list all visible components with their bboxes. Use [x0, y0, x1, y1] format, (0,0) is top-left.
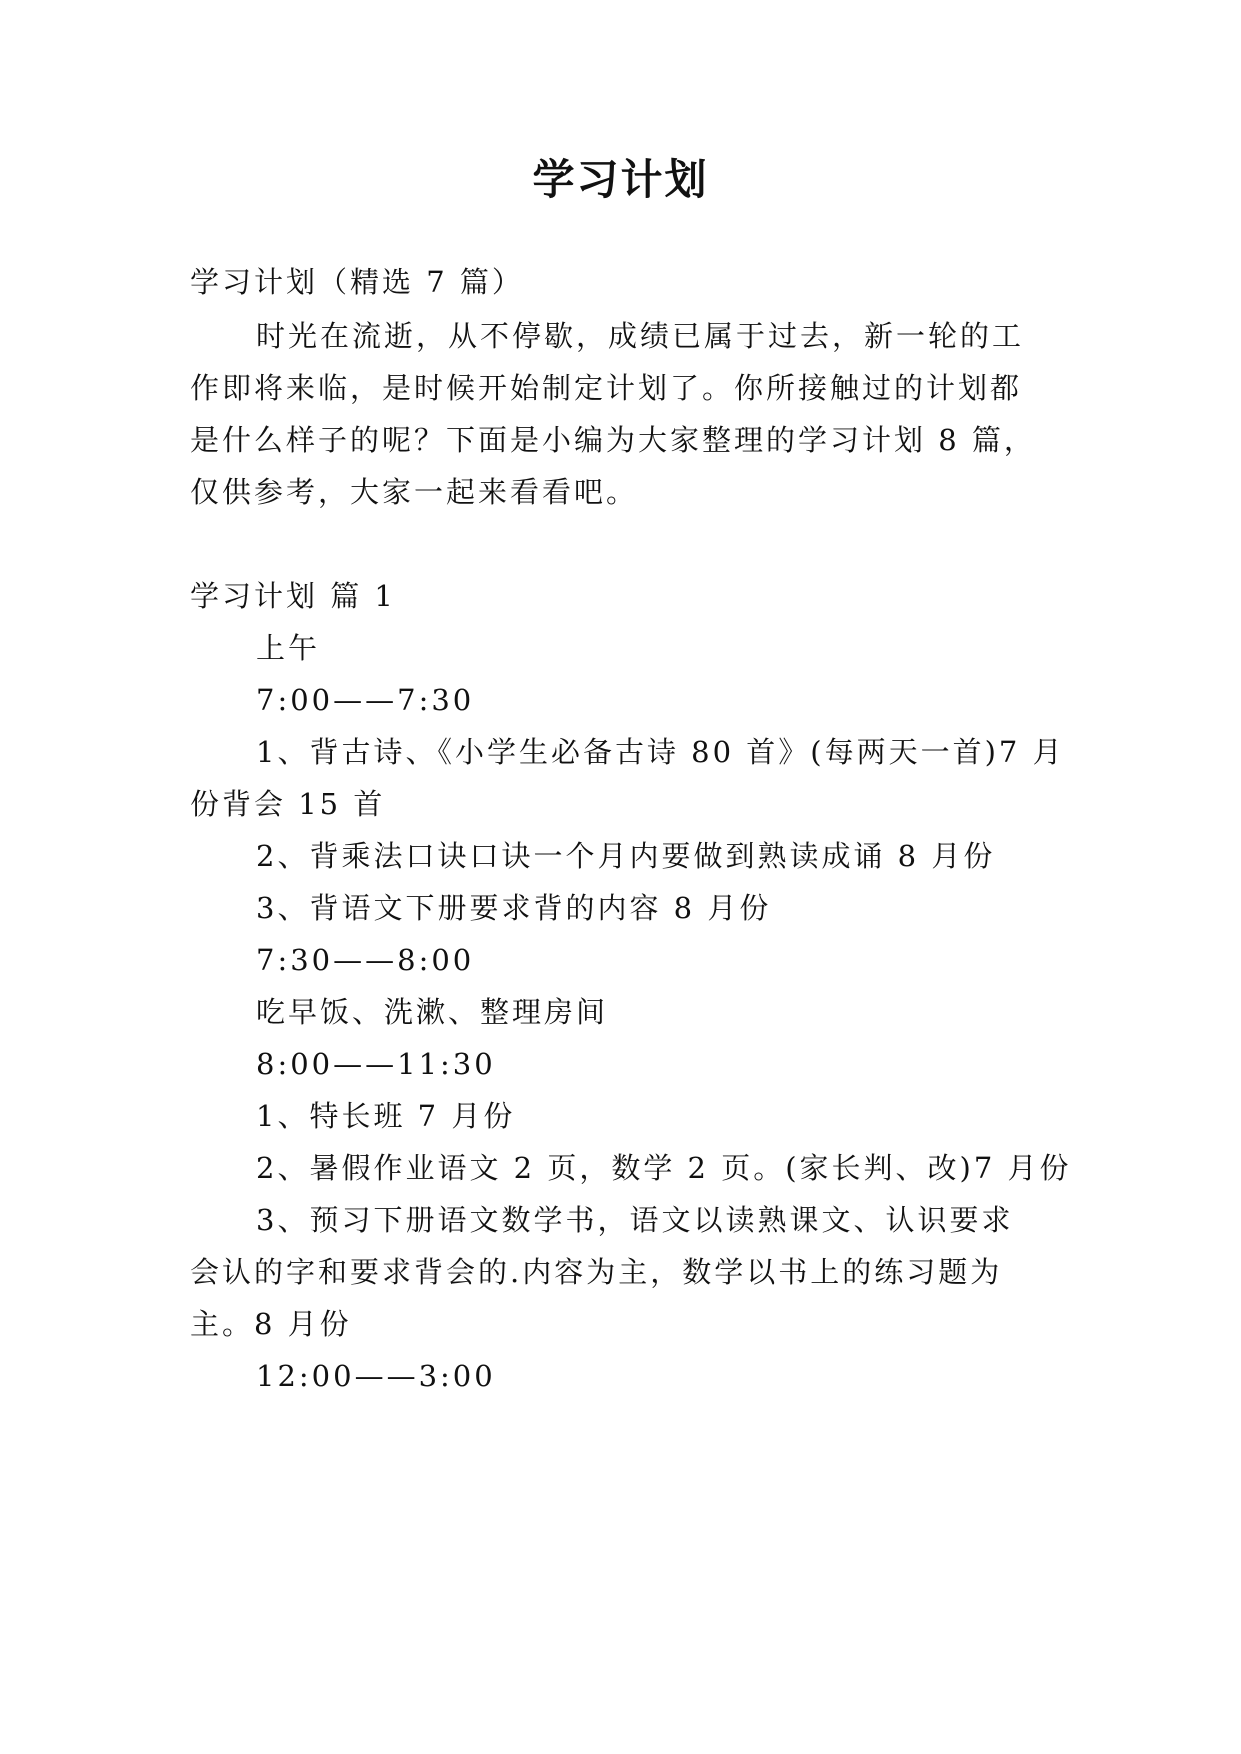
body-line: 2、暑假作业语文 2 页，数学 2 页。(家长判、改)7 月份 — [256, 1151, 1072, 1185]
body-line: 会认的字和要求背会的.内容为主，数学以书上的练习题为 — [190, 1255, 1003, 1289]
body-line: 3、背语文下册要求背的内容 8 月份 — [256, 891, 772, 925]
document-subtitle: 学习计划（精选 7 篇） — [190, 265, 524, 299]
body-line: 3、预习下册语文数学书，语文以读熟课文、认识要求 — [256, 1203, 1014, 1237]
body-line: 7:00——7:30 — [256, 683, 475, 717]
body-line: 2、背乘法口诀口诀一个月内要做到熟读成诵 8 月份 — [256, 839, 996, 873]
intro-line: 是什么样子的呢？下面是小编为大家整理的学习计划 8 篇， — [190, 423, 1036, 457]
section-heading: 学习计划 篇 1 — [190, 579, 396, 613]
body-line: 8:00——11:30 — [256, 1047, 496, 1081]
document-title: 学习计划 — [532, 155, 709, 204]
body-line: 7:30——8:00 — [256, 943, 475, 977]
body-line: 上午 — [256, 631, 321, 665]
body-line: 12:00——3:00 — [256, 1359, 496, 1393]
intro-line: 仅供参考，大家一起来看看吧。 — [190, 475, 639, 509]
intro-line: 作即将来临，是时候开始制定计划了。你所接触过的计划都 — [190, 371, 1023, 405]
intro-line: 时光在流逝，从不停歇，成绩已属于过去，新一轮的工 — [256, 319, 1025, 353]
body-line: 份背会 15 首 — [190, 787, 386, 821]
body-line: 主。8 月份 — [190, 1307, 352, 1341]
body-line: 1、特长班 7 月份 — [256, 1099, 516, 1133]
body-line: 1、背古诗、《小学生必备古诗 80 首》(每两天一首)7 月 — [256, 735, 1065, 769]
body-line: 吃早饭、洗漱、整理房间 — [256, 995, 609, 1029]
